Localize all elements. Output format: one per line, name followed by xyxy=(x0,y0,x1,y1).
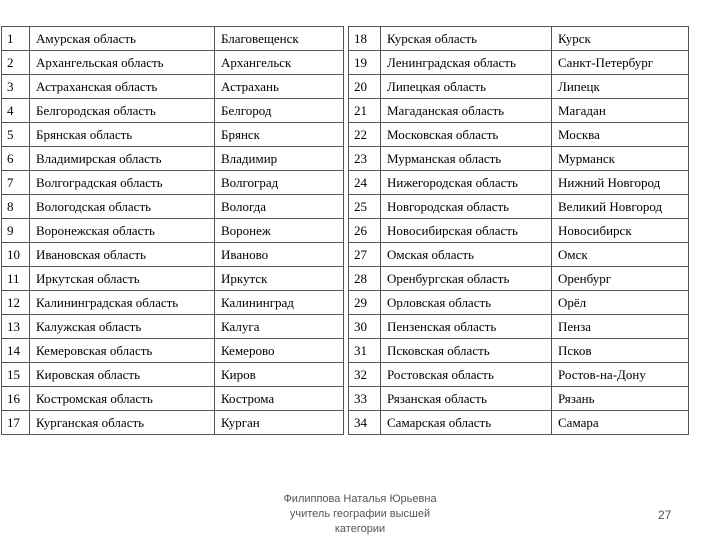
row-number: 34 xyxy=(349,411,381,435)
table-row xyxy=(2,147,344,171)
capital-name: Калуга xyxy=(215,315,344,339)
capital-name: Воронеж xyxy=(215,219,344,243)
capital-name: Самара xyxy=(552,411,689,435)
capital-name: Нижний Новгород xyxy=(552,171,689,195)
region-name: Магаданская область xyxy=(381,99,552,123)
region-name: Пензенская область xyxy=(381,315,552,339)
table-row xyxy=(349,315,689,339)
row-number: 9 xyxy=(2,219,30,243)
row-number: 1 xyxy=(2,27,30,51)
row-number: 5 xyxy=(2,123,30,147)
table-row xyxy=(349,75,689,99)
region-name: Новгородская область xyxy=(381,195,552,219)
row-number: 19 xyxy=(349,51,381,75)
capital-name: Великий Новгород xyxy=(552,195,689,219)
region-name: Архангельская область xyxy=(30,51,215,75)
table-row xyxy=(2,387,344,411)
table-row xyxy=(349,51,689,75)
capital-name: Киров xyxy=(215,363,344,387)
row-number: 33 xyxy=(349,387,381,411)
capital-name: Иваново xyxy=(215,243,344,267)
region-name: Ленинградская область xyxy=(381,51,552,75)
row-number: 8 xyxy=(2,195,30,219)
table-row xyxy=(349,291,689,315)
region-name: Костромская область xyxy=(30,387,215,411)
capital-name: Пенза xyxy=(552,315,689,339)
capital-name: Рязань xyxy=(552,387,689,411)
table-row xyxy=(2,243,344,267)
table-row xyxy=(2,195,344,219)
region-name: Вологодская область xyxy=(30,195,215,219)
row-number: 15 xyxy=(2,363,30,387)
capital-name: Кострома xyxy=(215,387,344,411)
table-row xyxy=(349,387,689,411)
row-number: 27 xyxy=(349,243,381,267)
region-name: Иркутская область xyxy=(30,267,215,291)
row-number: 20 xyxy=(349,75,381,99)
capital-name: Владимир xyxy=(215,147,344,171)
region-name: Амурская область xyxy=(30,27,215,51)
table-row xyxy=(349,411,689,435)
table-row xyxy=(2,75,344,99)
table-row xyxy=(2,123,344,147)
regions-table xyxy=(1,26,689,435)
table-row xyxy=(2,219,344,243)
row-number: 4 xyxy=(2,99,30,123)
capital-name: Ростов-на-Дону xyxy=(552,363,689,387)
table-row xyxy=(349,363,689,387)
region-name: Псковская область xyxy=(381,339,552,363)
capital-name: Иркутск xyxy=(215,267,344,291)
table-row xyxy=(349,147,689,171)
capital-name: Оренбург xyxy=(552,267,689,291)
region-name: Владимирская область xyxy=(30,147,215,171)
capital-name: Волгоград xyxy=(215,171,344,195)
region-name: Курская область xyxy=(381,27,552,51)
row-number: 7 xyxy=(2,171,30,195)
capital-name: Санкт-Петербург xyxy=(552,51,689,75)
row-number: 26 xyxy=(349,219,381,243)
capital-name: Астрахань xyxy=(215,75,344,99)
table-row xyxy=(2,99,344,123)
author-name: Филиппова Наталья Юрьевна xyxy=(283,493,437,505)
table-row xyxy=(349,219,689,243)
capital-name: Брянск xyxy=(215,123,344,147)
table-row xyxy=(2,411,344,435)
regions-table-right xyxy=(348,26,689,435)
region-name: Рязанская область xyxy=(381,387,552,411)
table-row xyxy=(349,171,689,195)
capital-name: Благовещенск xyxy=(215,27,344,51)
table-row xyxy=(2,291,344,315)
row-number: 16 xyxy=(2,387,30,411)
region-name: Белгородская область xyxy=(30,99,215,123)
region-name: Калининградская область xyxy=(30,291,215,315)
row-number: 24 xyxy=(349,171,381,195)
capital-name: Магадан xyxy=(552,99,689,123)
region-name: Новосибирская область xyxy=(381,219,552,243)
region-name: Ивановская область xyxy=(30,243,215,267)
capital-name: Новосибирск xyxy=(552,219,689,243)
region-name: Кировская область xyxy=(30,363,215,387)
row-number: 32 xyxy=(349,363,381,387)
capital-name: Москва xyxy=(552,123,689,147)
capital-name: Кемерово xyxy=(215,339,344,363)
capital-name: Белгород xyxy=(215,99,344,123)
region-name: Нижегородская область xyxy=(381,171,552,195)
capital-name: Архангельск xyxy=(215,51,344,75)
row-number: 6 xyxy=(2,147,30,171)
author-category: категории xyxy=(334,523,386,535)
region-name: Омская область xyxy=(381,243,552,267)
region-name: Воронежская область xyxy=(30,219,215,243)
region-name: Орловская область xyxy=(381,291,552,315)
footer-author xyxy=(270,492,450,537)
row-number: 17 xyxy=(2,411,30,435)
author-position: учитель географии высшей xyxy=(289,508,431,520)
region-name: Самарская область xyxy=(381,411,552,435)
capital-name: Липецк xyxy=(552,75,689,99)
capital-name: Вологда xyxy=(215,195,344,219)
row-number: 28 xyxy=(349,267,381,291)
row-number: 3 xyxy=(2,75,30,99)
table-row xyxy=(2,27,344,51)
capital-name: Курск xyxy=(552,27,689,51)
row-number: 2 xyxy=(2,51,30,75)
region-name: Мурманская область xyxy=(381,147,552,171)
capital-name: Мурманск xyxy=(552,147,689,171)
region-name: Оренбургская область xyxy=(381,267,552,291)
row-number: 11 xyxy=(2,267,30,291)
capital-name: Псков xyxy=(552,339,689,363)
region-name: Липецкая область xyxy=(381,75,552,99)
page-number: 27 xyxy=(658,508,672,522)
table-row xyxy=(349,267,689,291)
table-row xyxy=(2,267,344,291)
row-number: 23 xyxy=(349,147,381,171)
table-row xyxy=(349,195,689,219)
capital-name: Омск xyxy=(552,243,689,267)
row-number: 18 xyxy=(349,27,381,51)
row-number: 12 xyxy=(2,291,30,315)
region-name: Ростовская область xyxy=(381,363,552,387)
row-number: 25 xyxy=(349,195,381,219)
table-row xyxy=(2,51,344,75)
row-number: 13 xyxy=(2,315,30,339)
region-name: Курганская область xyxy=(30,411,215,435)
capital-name: Орёл xyxy=(552,291,689,315)
row-number: 14 xyxy=(2,339,30,363)
region-name: Калужская область xyxy=(30,315,215,339)
table-row xyxy=(349,99,689,123)
row-number: 30 xyxy=(349,315,381,339)
table-row xyxy=(2,363,344,387)
table-row xyxy=(2,171,344,195)
region-name: Астраханская область xyxy=(30,75,215,99)
table-row xyxy=(349,339,689,363)
capital-name: Курган xyxy=(215,411,344,435)
row-number: 10 xyxy=(2,243,30,267)
regions-table-left xyxy=(1,26,344,435)
row-number: 22 xyxy=(349,123,381,147)
row-number: 29 xyxy=(349,291,381,315)
table-row xyxy=(2,339,344,363)
row-number: 31 xyxy=(349,339,381,363)
region-name: Московская область xyxy=(381,123,552,147)
region-name: Волгоградская область xyxy=(30,171,215,195)
table-row xyxy=(349,27,689,51)
region-name: Брянская область xyxy=(30,123,215,147)
table-row xyxy=(349,243,689,267)
row-number: 21 xyxy=(349,99,381,123)
region-name: Кемеровская область xyxy=(30,339,215,363)
table-row xyxy=(2,315,344,339)
capital-name: Калининград xyxy=(215,291,344,315)
table-row xyxy=(349,123,689,147)
